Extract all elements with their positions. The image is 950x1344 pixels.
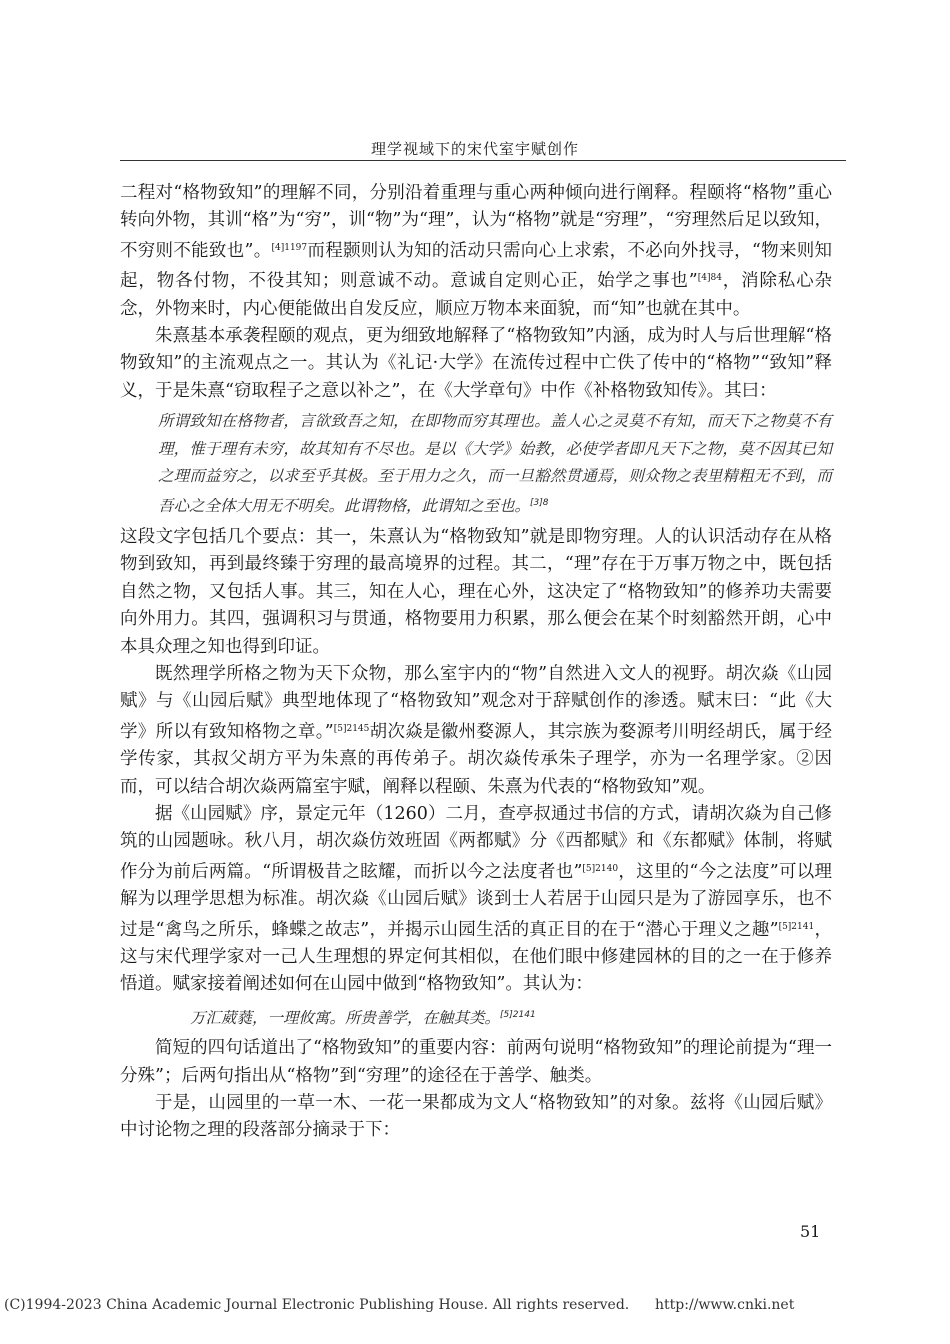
paragraph-5: 据《山园赋》序，景定元年（1260）二月，查亭叔通过书信的方式，请胡次焱为自己修筑的山园题咏。秋八月，胡次焱仿效班固《两都赋》分《西都赋》和《东都赋》体制，将赋作分为前后两篇。“所谓极昔之眩耀，而折以今之法度者也”$^{[5]2140}$，这里的“今之法度”可以理解为以理学思想为标准。胡次焱《山园后赋》谈到士人若居于山园只是为了游园享乐，也不过是“禽鸟之所乐，蜂蝶之故志”，并揭示山园生活的真正目的在于“潜心于理义之趣”$^{[5]2141}$，这与宋代理学家对一己人生理想的界定何其相似，在他们眼中修建园林的目的之一在于修养悟道。赋家接着阐述如何在山园中做到“格物致知”。其认为： (120, 803, 832, 995)
article-body (120, 180, 832, 1145)
copyright-notice: (C)1994-2023 China Academic Journal Electronic Publishing House. All rights reserved. (4, 1297, 630, 1313)
running-header: 理学视域下的宋代室宇赋创作 (370, 140, 579, 158)
paragraph-4: 既然理学所格之物为天下众物，那么室宇内的“物”自然进入文人的视野。胡次焱《山园赋》与《山园后赋》典型地体现了“格物致知”观念对于辞赋创作的渗透。赋末曰：“此《大学》所以有致知格物之章。”$^{[5]2145}$胡次焱是徽州婺源人，其宗族为婺源考川明经胡氏，属于经学传家，其叔父胡方平为朱熹的再传弟子。胡次焱传承朱子理学，亦为一名理学家。②因而，可以结合胡次焱两篇室宇赋，阐释以程颐、朱熹为代表的“格物致知”观。 (120, 663, 832, 797)
citation: [5]2141 (778, 921, 815, 932)
paragraph-1: 二程对“格物致知”的理解不同，分别沿着重理与重心两种倾向进行阐释。程颐将“格物”重心转向外物，其训“格”为“穷”，训“物”为“理”，认为“格物”就是“穷理”，“穷理然后足以致知，不穷则不能致也”。$^{[4]1197}$而程颢则认为知的活动只需向心上求索，不必向外找寻，“物来则知起，物各付物，不役其知；则意诚不动。意诚自定则心正，始学之事也”$^{[4]84}$，消除私心杂念，外物来时，内心便能做出自发反应，顺应万物本来面貌，而“知”也就在其中。 (120, 183, 833, 319)
citation: [3]8 (530, 498, 549, 509)
block-quote: 所谓致知在格物者，言欲致吾之知，在即物而穷其理也。盖人心之灵莫不有知，而天下之物莫不有理，惟于理有未穷，故其知有不尽也。是以《大学》始教，必使学者即凡天下之物，莫不因其已知之理而益穷之，以求至乎其极。至于用力之久，而一旦豁然贯通焉，则众物之表里精粗无不到，而吾心之全体大用无不明矣。此谓物格，此谓知之至也。$^{[3]8}$ (158, 412, 832, 516)
page-number: 51 (800, 1222, 821, 1241)
citation: [5]2140 (582, 863, 619, 874)
website-link[interactable]: http://www.cnki.net (655, 1297, 795, 1313)
citation: [4]1197 (271, 242, 308, 253)
paragraph-7: 于是，山园里的一草一木、一花一果都成为文人“格物致知”的对象。兹将《山园后赋》中讨论物之理的段落部分摘录于下： (120, 1093, 832, 1141)
citation: [4]84 (697, 273, 722, 284)
paragraph-6: 简短的四句话道出了“格物致知”的重要内容：前两句说明“格物致知”的理论前提为“理一分殊”；后两句指出从“格物”到“穷理”的途径在于善学、触类。 (120, 1038, 832, 1086)
citation: [5]2141 (500, 1009, 536, 1020)
block-quote-2: 万汇葳蕤，一理攸寓。所贵善学，在触其类。$^{[5]2141}$ (190, 1008, 536, 1027)
citation: [5]2145 (333, 723, 370, 734)
paragraph-2: 朱熹基本承袭程颐的观点，更为细致地解释了“格物致知”内涵，成为时人与后世理解“格物致知”的主流观点之一。其认为《礼记·大学》在流传过程中亡佚了传中的“格物”“致知”释义，于是朱熹“窃取程子之意以补之”，在《大学章句》中作《补格物致知传》。其曰： (120, 326, 832, 401)
header-rule (120, 160, 846, 161)
paragraph-3: 这段文字包括几个要点：其一，朱熹认为“格物致知”就是即物穷理。人的认识活动存在从格物到致知，再到最终臻于穷理的最高境界的过程。其二，“理”存在于万事万物之中，既包括自然之物，又包括人事。其三，知在人心，理在心外，这决定了“格物致知”的修养功夫需要向外用力。其四，强调积习与贯通，格物要用力积累，那么便会在某个时刻豁然开朗，心中本具众理之知也得到印证。 (120, 526, 832, 657)
